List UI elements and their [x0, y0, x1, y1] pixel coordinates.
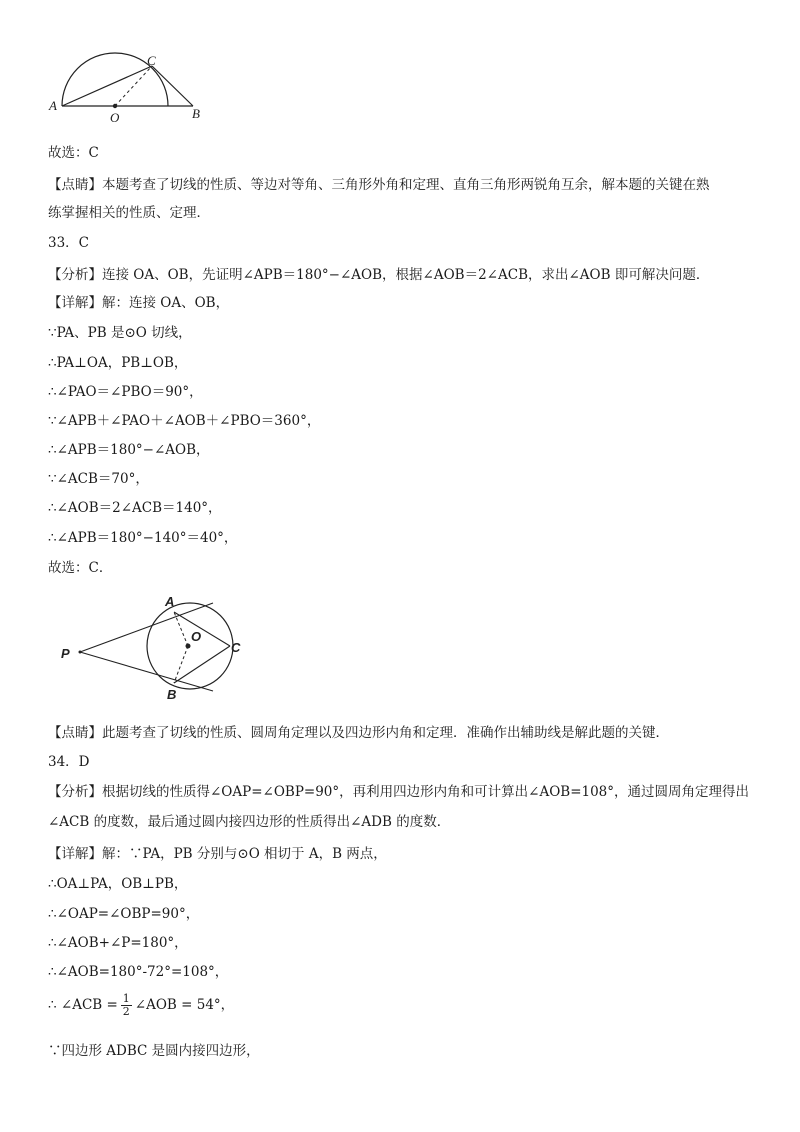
fraction-numerator: 1: [122, 992, 130, 1005]
figure-circle-tangents: [55, 590, 265, 705]
q33-analysis: 【分析】连接 OA、OB，先证明∠APB＝180°−∠AOB，根据∠AOB＝2∠ACB，求出∠AOB 即可解决问题．: [48, 267, 710, 283]
fraction-denominator: 2: [122, 1005, 130, 1018]
label-a: A: [165, 594, 175, 609]
radius-oc-dashed: [115, 66, 152, 106]
label-a: A: [49, 98, 57, 113]
q34-step: ∴∠AOB+∠P=180°，: [48, 935, 188, 951]
q33-comment: 【点睛】此题考查了切线的性质、圆周角定理以及四边形内角和定理．准确作出辅助线是解此题的关键．: [48, 725, 669, 741]
q33-step: ∴∠APB＝180°−∠AOB，: [48, 442, 210, 458]
q32-comment-line1: 【点睛】本题考查了切线的性质、等边对等角、三角形外角和定理、直角三角形两锐角互余，解本题的关键在熟: [48, 177, 710, 193]
q32-answer: 故选：C: [48, 145, 99, 161]
q33-number: 33．C: [48, 235, 90, 251]
label-c: C: [231, 640, 241, 655]
q32-comment-line2: 练掌握相关的性质、定理．: [48, 205, 210, 221]
q33-answer: 故选：C．: [48, 560, 113, 576]
q34-fraction-step: [48, 992, 234, 1018]
q33-step: ∴PA⊥OA，PB⊥OB，: [48, 355, 188, 371]
label-b: B: [192, 106, 200, 121]
q34-step: ∴OA⊥PA，OB⊥PB，: [48, 876, 188, 892]
q33-step: ∵∠APB＋∠PAO＋∠AOB＋∠PBO＝360°，: [48, 413, 321, 429]
fraction: [121, 993, 132, 1018]
q33-step: ∵∠ACB＝70°，: [48, 471, 149, 487]
chord-bc: [174, 646, 230, 683]
q33-step: ∵PA、PB 是⊙O 切线，: [48, 325, 192, 341]
label-c: C: [147, 53, 156, 68]
q34-step: ∴∠AOB=180°-72°=108°，: [48, 964, 229, 980]
chord-ac: [62, 66, 152, 106]
fraction-step-suffix: ∠AOB = 54°，: [134, 997, 235, 1013]
q33-step: ∴∠PAO＝∠PBO＝90°，: [48, 384, 203, 400]
label-o: O: [191, 629, 202, 644]
center-point: [113, 104, 117, 108]
q33-step: ∴∠AOB＝2∠ACB＝140°，: [48, 500, 222, 516]
tangent-cb: [152, 66, 193, 106]
q33-step: 【详解】解：连接 OA、OB，: [48, 295, 230, 311]
fraction-step-prefix: ∴ ∠ACB =: [48, 997, 118, 1013]
q34-analysis-line2: ∠ACB 的度数，最后通过圆内接四边形的性质得出∠ADB 的度数．: [48, 814, 451, 830]
center-point: [186, 644, 191, 649]
q34-analysis-line1: 【分析】根据切线的性质得∠OAP=∠OBP=90°，再利用四边形内角和可计算出∠AOB=108°，通过圆周角定理得出: [48, 784, 750, 800]
label-b: B: [167, 687, 177, 702]
q34-number: 34．D: [48, 754, 90, 770]
label-p: P: [61, 646, 70, 661]
tangent-pb: [80, 652, 213, 691]
point-p: [79, 651, 82, 654]
q33-step: ∴∠APB＝180°−140°＝40°，: [48, 530, 238, 546]
q34-step: ∴∠OAP=∠OBP=90°，: [48, 906, 200, 922]
radius-ob-dashed: [174, 646, 188, 683]
q34-last-line: ∵四边形 ADBC 是圆内接四边形，: [48, 1043, 260, 1059]
q34-step: 【详解】解：∵PA，PB 分别与⊙O 相切于 A，B 两点，: [48, 846, 387, 862]
figure-semicircle-tangent: [40, 44, 220, 126]
label-o: O: [110, 110, 120, 125]
